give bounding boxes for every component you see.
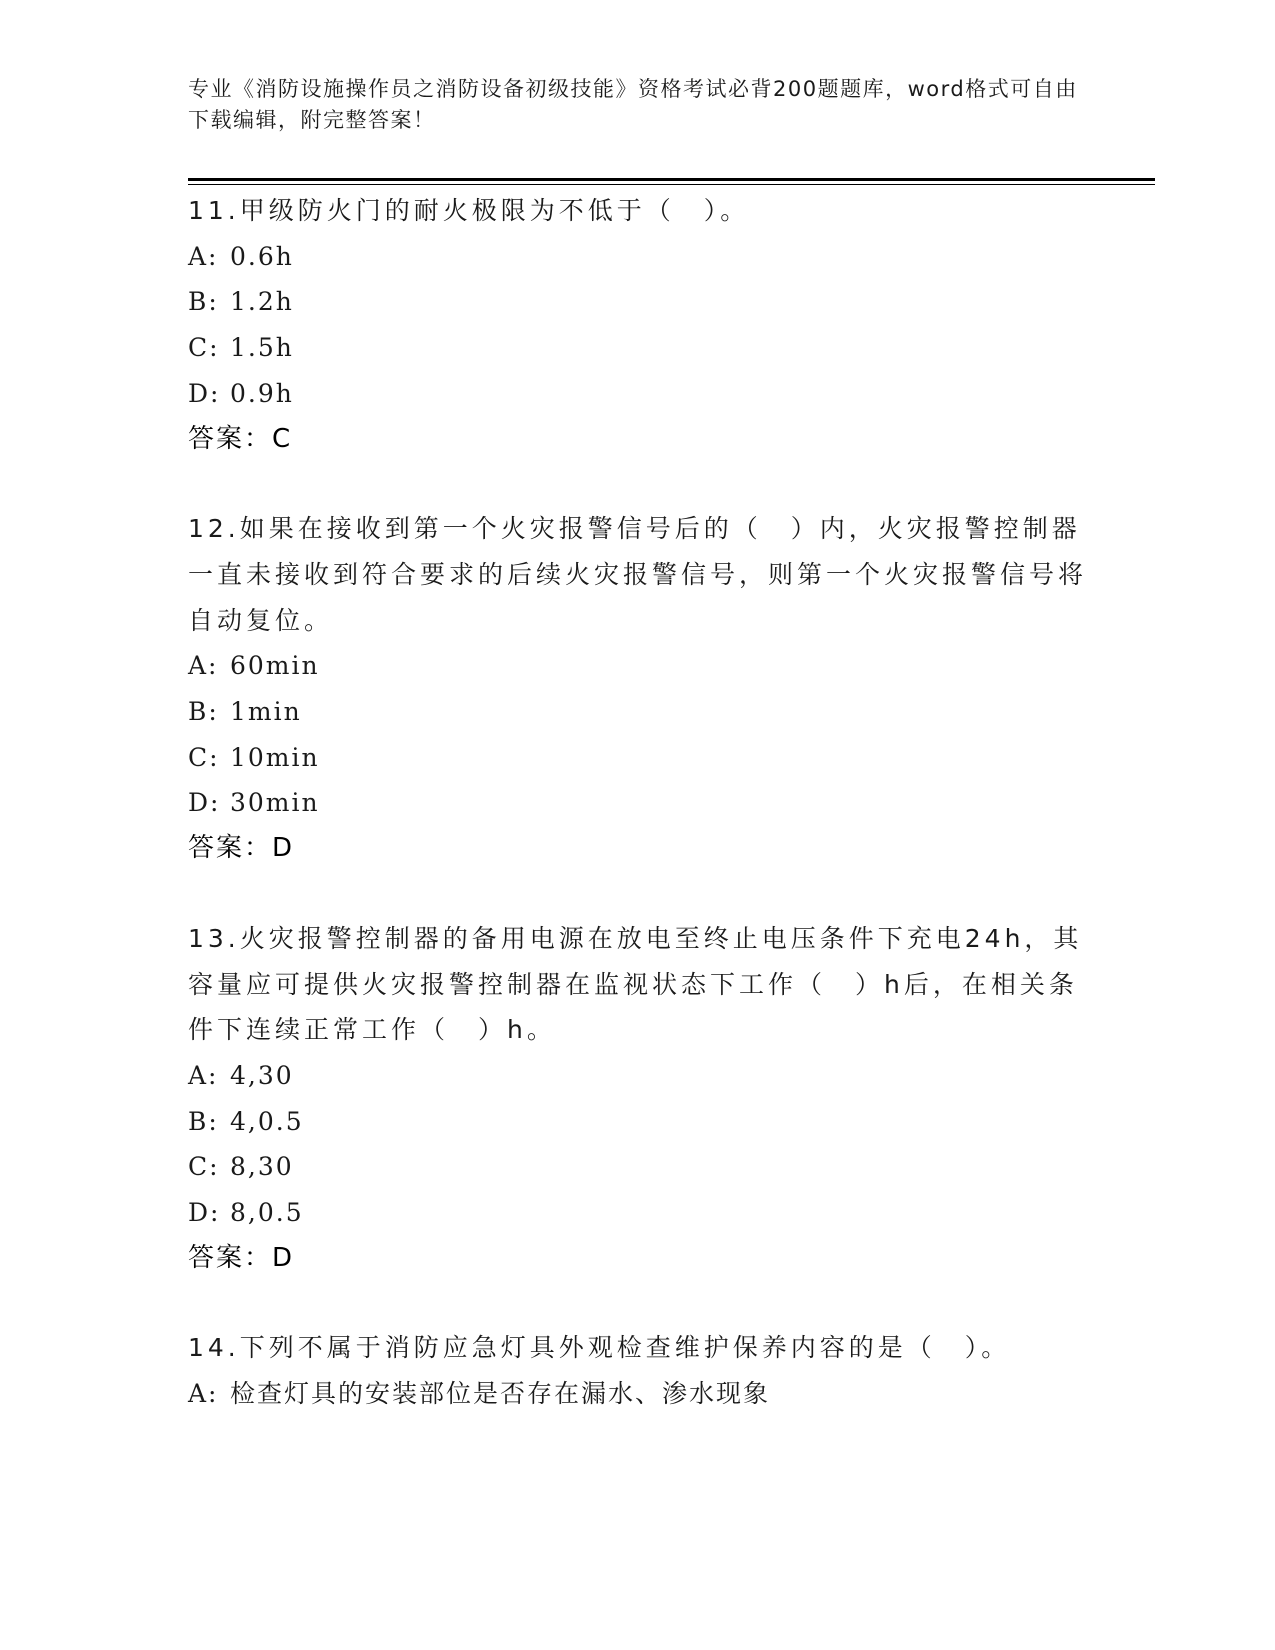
option-d bbox=[188, 371, 1088, 417]
answer-label: 答案：C bbox=[188, 423, 293, 454]
option-letter: A: bbox=[188, 1379, 219, 1409]
option-text: 60min bbox=[230, 651, 320, 681]
option-b bbox=[188, 689, 1088, 735]
answer-label: 答案：D bbox=[188, 833, 295, 864]
option-text: 4,30 bbox=[230, 1060, 294, 1090]
option-letter: A: bbox=[188, 241, 219, 271]
question-item-13 bbox=[188, 916, 1088, 1282]
option-text: 1.5h bbox=[230, 333, 294, 363]
option-c bbox=[188, 325, 1088, 371]
option-letter: A: bbox=[188, 651, 219, 681]
option-text: 10min bbox=[230, 742, 320, 772]
option-letter: D: bbox=[188, 378, 221, 408]
option-letter: C: bbox=[188, 742, 220, 772]
option-text: 8,0.5 bbox=[230, 1198, 304, 1228]
option-letter: B: bbox=[188, 287, 219, 317]
question-text: 13.火灾报警控制器的备用电源在放电至终止电压条件下充电24h，其容量应可提供火灾报警控制器在监视状态下工作（ ）h后，在相关条件下连续正常工作（ ）h。 bbox=[188, 923, 1083, 1045]
option-c bbox=[188, 1144, 1088, 1190]
option-b bbox=[188, 279, 1088, 325]
option-letter: D: bbox=[188, 1198, 221, 1228]
option-letter: D: bbox=[188, 788, 221, 818]
option-d bbox=[188, 1190, 1088, 1236]
option-letter: A: bbox=[188, 1060, 219, 1090]
option-letter: B: bbox=[188, 697, 219, 727]
option-a bbox=[188, 1053, 1088, 1099]
option-text: 0.6h bbox=[230, 241, 294, 271]
question-text: 12.如果在接收到第一个火灾报警信号后的（ ）内，火灾报警控制器一直未接收到符合要求的后续火灾报警信号，则第一个火灾报警信号将自动复位。 bbox=[188, 514, 1088, 635]
question-text: 11.甲级防火门的耐火极限为不低于（ ）。 bbox=[188, 196, 750, 225]
option-text: 4,0.5 bbox=[230, 1106, 304, 1136]
question-item-11 bbox=[188, 188, 1088, 462]
answer-label: 答案：D bbox=[188, 1242, 295, 1273]
header-divider-thin bbox=[188, 184, 1155, 185]
option-c bbox=[188, 735, 1088, 781]
option-d bbox=[188, 780, 1088, 826]
option-text: 8,30 bbox=[230, 1152, 294, 1182]
question-item-12 bbox=[188, 506, 1088, 872]
option-a bbox=[188, 1371, 1088, 1417]
option-letter: C: bbox=[188, 1152, 220, 1182]
option-text: 检查灯具的安装部位是否存在漏水、渗水现象 bbox=[230, 1379, 771, 1409]
header-divider-thick bbox=[188, 178, 1155, 181]
option-text: 0.9h bbox=[230, 378, 294, 408]
question-text: 14.下列不属于消防应急灯具外观检查维护保养内容的是（ ）。 bbox=[188, 1333, 1011, 1363]
option-letter: C: bbox=[188, 333, 220, 363]
option-b bbox=[188, 1099, 1088, 1145]
question-item-14 bbox=[188, 1325, 1088, 1416]
question-list bbox=[188, 188, 1088, 1461]
option-text: 30min bbox=[230, 788, 320, 818]
option-a bbox=[188, 643, 1088, 689]
option-letter: B: bbox=[188, 1106, 219, 1136]
option-text: 1min bbox=[230, 697, 302, 727]
option-text: 1.2h bbox=[230, 287, 294, 317]
document-header: 专业《消防设施操作员之消防设备初级技能》资格考试必背200题题库，word格式可自由下载编辑，附完整答案！ bbox=[188, 77, 1078, 132]
option-a bbox=[188, 234, 1088, 280]
